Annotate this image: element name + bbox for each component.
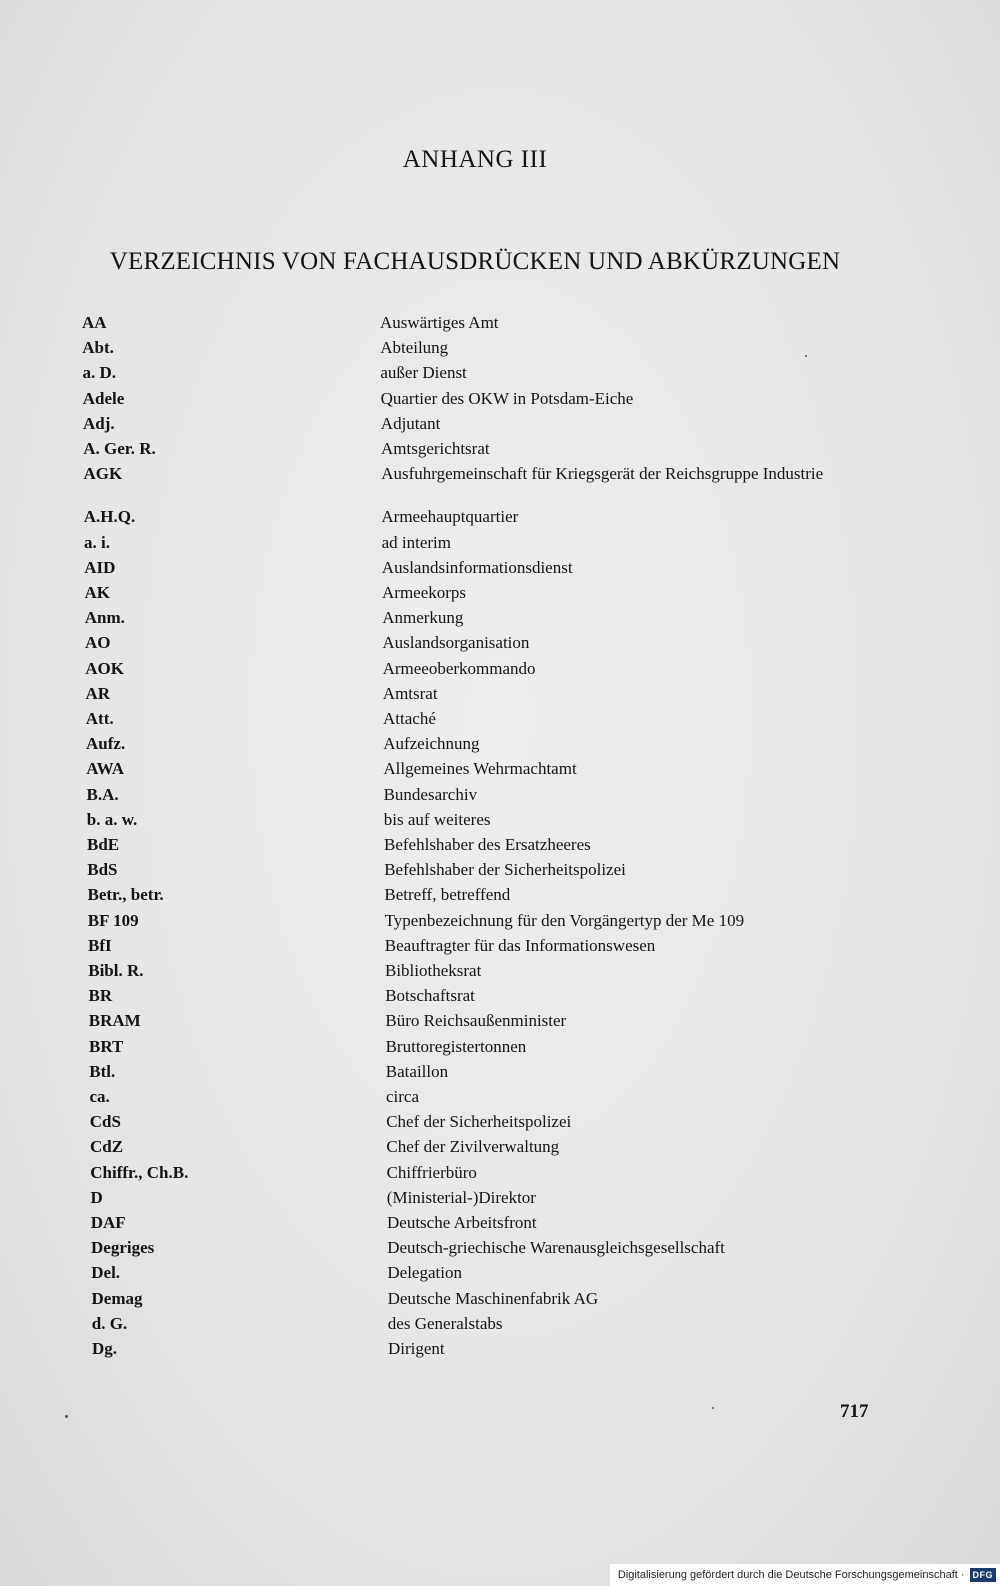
glossary-entry [86, 734, 986, 760]
entry-abbreviation: A.H.Q. [83, 507, 136, 527]
glossary-entry [89, 1011, 989, 1037]
entry-definition: Beauftragter für das Informationswesen [384, 935, 656, 955]
entry-definition: Deutsche Arbeitsfront [387, 1213, 537, 1232]
entry-definition: Armeekorps [382, 583, 467, 602]
entry-abbreviation: Dg. [92, 1339, 118, 1358]
footer-separator: · [960, 1569, 965, 1581]
entry-definition: ad interim [381, 532, 451, 552]
entry-abbreviation: AOK [85, 658, 124, 678]
glossary-entry [82, 313, 982, 339]
entry-definition: Typenbezeichnung für den Vorgängertyp der Me 109 [384, 910, 745, 930]
glossary-entry [90, 1112, 990, 1138]
entry-definition: Chef der Zivilverwaltung [386, 1137, 560, 1157]
glossary-entry [86, 759, 986, 785]
entry-definition: Bibliotheksrat [385, 961, 482, 980]
entry-abbreviation: CdS [89, 1112, 121, 1132]
entry-definition: Anmerkung [382, 608, 464, 628]
glossary-entry [89, 1062, 989, 1088]
entry-abbreviation: Degriges [91, 1238, 155, 1258]
glossary-entry [90, 1163, 990, 1189]
entry-abbreviation: Chiffr., Ch.B. [90, 1162, 189, 1182]
entry-definition: Armeehauptquartier [381, 507, 519, 527]
glossary-entry [84, 558, 984, 584]
glossary-entry [86, 684, 986, 710]
glossary-entry [85, 659, 985, 685]
entry-abbreviation: BRAM [88, 1011, 141, 1031]
entry-definition: Betreff, betreffend [384, 885, 511, 905]
entry-abbreviation: ca. [89, 1087, 110, 1106]
entry-definition: (Ministerial-)Direktor [386, 1187, 536, 1207]
glossary-entry [85, 608, 985, 634]
entry-definition: Adjutant [380, 413, 441, 433]
scan-speck [712, 1407, 714, 1409]
entry-definition: Attaché [383, 709, 436, 728]
entry-definition: Dirigent [388, 1339, 445, 1358]
entry-definition: Ausfuhrgemeinschaft für Kriegsgerät der Reichsgruppe Industrie [381, 464, 824, 484]
entry-definition: Allgemeines Wehrmachtamt [383, 759, 577, 779]
glossary-entry [82, 338, 982, 364]
entry-definition: Armeeoberkommando [382, 658, 536, 678]
entry-abbreviation: Btl. [89, 1061, 116, 1081]
entry-definition: Deutsch-griechische Warenausgleichsgesellschaft [387, 1238, 725, 1258]
glossary-entry [88, 911, 988, 937]
entry-abbreviation: Del. [91, 1263, 121, 1283]
entry-abbreviation: Adj. [83, 413, 115, 433]
entry-abbreviation: BdE [87, 835, 120, 854]
entry-abbreviation: BfI [88, 935, 112, 955]
entry-definition: Chef der Sicherheitspolizei [386, 1112, 572, 1132]
glossary-entry [91, 1188, 991, 1214]
glossary-entry [90, 1137, 990, 1163]
glossary-entry [85, 633, 985, 659]
glossary-entry [87, 785, 987, 811]
entry-abbreviation: Demag [91, 1288, 143, 1308]
entry-abbreviation: A. Ger. R. [83, 439, 156, 458]
entry-abbreviation: Betr., betr. [87, 885, 164, 905]
entry-abbreviation: AWA [86, 759, 125, 779]
glossary-entry [92, 1314, 992, 1340]
entry-abbreviation: Adele [82, 388, 125, 408]
glossary-entry [88, 961, 988, 987]
entry-definition: Büro Reichsaußenminister [385, 1011, 567, 1031]
glossary-entry [88, 936, 988, 962]
entry-definition: Quartier des OKW in Potsdam-Eiche [380, 388, 634, 408]
entry-abbreviation: AA [82, 313, 107, 332]
glossary-entry [87, 835, 987, 861]
entry-definition: Amtsgerichtsrat [381, 439, 490, 458]
glossary-entry [84, 464, 984, 490]
glossary-entry [91, 1263, 991, 1289]
appendix-title: ANHANG III [402, 146, 548, 173]
entry-definition: Bataillon [385, 1061, 449, 1081]
glossary-entry [89, 1037, 989, 1063]
glossary-entry [91, 1238, 991, 1264]
entry-abbreviation: AID [84, 557, 116, 577]
entry-definition: Deutsche Maschinenfabrik AG [387, 1288, 599, 1308]
glossary-entry [88, 885, 988, 911]
entry-abbreviation: BF 109 [87, 910, 139, 930]
entry-abbreviation: DAF [90, 1213, 126, 1232]
entry-definition: Chiffrierbüro [386, 1162, 477, 1182]
entry-abbreviation: Att. [85, 709, 114, 728]
digitization-footer [610, 1564, 1000, 1586]
entry-abbreviation: BR [88, 986, 113, 1006]
entry-definition: Botschaftsrat [385, 986, 475, 1006]
entry-definition: des Generalstabs [387, 1313, 503, 1333]
entry-abbreviation: BRT [89, 1036, 124, 1056]
entry-abbreviation: AR [85, 683, 111, 703]
entry-abbreviation: AO [85, 633, 111, 653]
entry-definition: Bundesarchiv [383, 784, 478, 804]
entry-definition: Aufzeichnung [383, 734, 480, 754]
entry-abbreviation: CdZ [90, 1137, 124, 1157]
entry-abbreviation: BdS [87, 860, 118, 880]
glossary-entry [89, 986, 989, 1012]
entry-definition: Befehlshaber des Ersatzheeres [384, 835, 591, 854]
scan-speck [805, 355, 807, 357]
entry-definition: Abteilung [380, 338, 449, 358]
dfg-logo-icon: DFG [970, 1568, 997, 1582]
glossary-entry [83, 363, 983, 389]
glossary-entry [84, 507, 984, 533]
entry-definition: Bruttoregistertonnen [385, 1036, 527, 1056]
entry-abbreviation: a. i. [84, 532, 110, 552]
glossary-entry [84, 533, 984, 559]
glossary-entry [83, 389, 983, 415]
entry-definition: Befehlshaber der Sicherheitspolizei [384, 860, 626, 880]
entry-abbreviation: AK [84, 583, 110, 602]
entry-definition: Amtsrat [382, 683, 438, 703]
entry-abbreviation: d. G. [91, 1313, 128, 1333]
entry-abbreviation: D [90, 1187, 103, 1207]
entry-definition: Delegation [387, 1263, 462, 1283]
entry-definition: circa [386, 1087, 420, 1106]
entry-definition: Auswärtiges Amt [380, 313, 499, 332]
glossary-entry [86, 709, 986, 735]
entry-definition: außer Dienst [380, 363, 467, 383]
glossary-entry [83, 439, 983, 465]
glossary-entry [83, 414, 983, 440]
entry-abbreviation: Anm. [84, 608, 125, 628]
glossary-entry [87, 860, 987, 886]
entry-abbreviation: b. a. w. [86, 809, 138, 829]
scan-speck [65, 1415, 68, 1418]
entry-definition: bis auf weiteres [383, 809, 491, 829]
entry-abbreviation: a. D. [82, 363, 117, 383]
entry-abbreviation: B.A. [86, 784, 119, 804]
glossary-entry [87, 810, 987, 836]
glossary-entry [92, 1339, 992, 1365]
entry-abbreviation: Bibl. R. [88, 961, 144, 980]
entry-abbreviation: Abt. [82, 338, 114, 358]
entry-abbreviation: AGK [83, 464, 123, 484]
entry-abbreviation: Aufz. [86, 734, 126, 754]
page-number: 717 [840, 1401, 869, 1422]
glossary-entry [92, 1289, 992, 1315]
glossary-entry [91, 1213, 991, 1239]
glossary-entry [85, 583, 985, 609]
entry-definition: Auslandsorganisation [382, 633, 530, 653]
footer-text: Digitalisierung gefördert durch die Deutsche Forschungsgemeinschaft [617, 1569, 958, 1581]
glossary-entry [90, 1087, 990, 1113]
entry-definition: Auslandsinformationsdienst [381, 557, 573, 577]
glossary-title: VERZEICHNIS VON FACHAUSDRÜCKEN UND ABKÜRZUNGEN [109, 248, 841, 275]
